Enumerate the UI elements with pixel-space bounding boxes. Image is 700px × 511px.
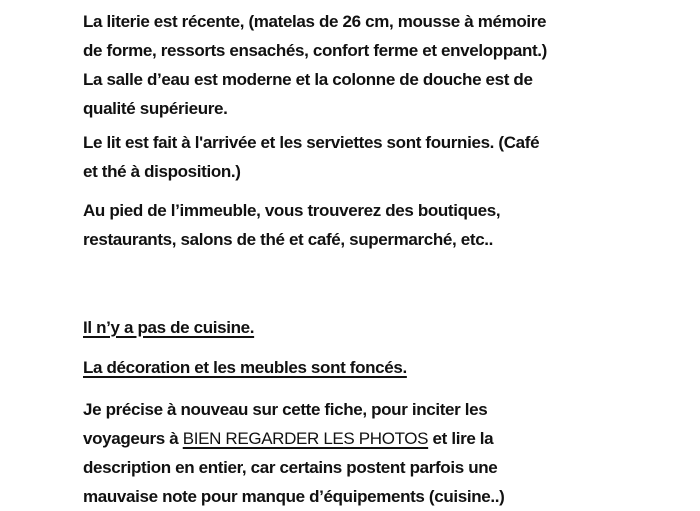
text-line-underlined: La décoration et les meubles sont foncés. bbox=[83, 358, 407, 377]
text-line bbox=[83, 424, 504, 453]
text-fragment: voyageurs à bbox=[83, 429, 183, 448]
text-line: restaurants, salons de thé et café, supermarché, etc.. bbox=[83, 230, 494, 249]
text-line: et thé à disposition.) bbox=[83, 162, 241, 181]
paragraph-neighborhood bbox=[83, 196, 500, 254]
text-line: mauvaise note pour manque d’équipements (cuisine..) bbox=[83, 487, 505, 506]
text-fragment: et lire la bbox=[428, 429, 494, 448]
text-line: La literie est récente, (matelas de 26 cm, mousse à mémoire bbox=[83, 12, 547, 31]
text-line-underlined: Il n’y a pas de cuisine. bbox=[83, 318, 255, 337]
paragraph-decor bbox=[83, 353, 407, 382]
text-line: qualité supérieure. bbox=[83, 99, 228, 118]
paragraph-bedding bbox=[83, 7, 547, 123]
text-line: Le lit est fait à l'arrivée et les serviettes sont fournies. (Café bbox=[83, 133, 540, 152]
emphasis-look-at-photos: BIEN REGARDER LES PHOTOS bbox=[182, 429, 429, 448]
text-line: Au pied de l’immeuble, vous trouverez des boutiques, bbox=[83, 201, 501, 220]
paragraph-notice bbox=[83, 395, 504, 511]
text-line: de forme, ressorts ensachés, confort ferme et enveloppant.) bbox=[83, 41, 547, 60]
paragraph-bed-towels bbox=[83, 128, 539, 186]
text-line: La salle d’eau est moderne et la colonne de douche est de bbox=[83, 70, 533, 89]
text-line: Je précise à nouveau sur cette fiche, pour inciter les bbox=[83, 400, 488, 419]
text-line: description en entier, car certains postent parfois une bbox=[83, 458, 498, 477]
paragraph-no-kitchen bbox=[83, 313, 254, 342]
